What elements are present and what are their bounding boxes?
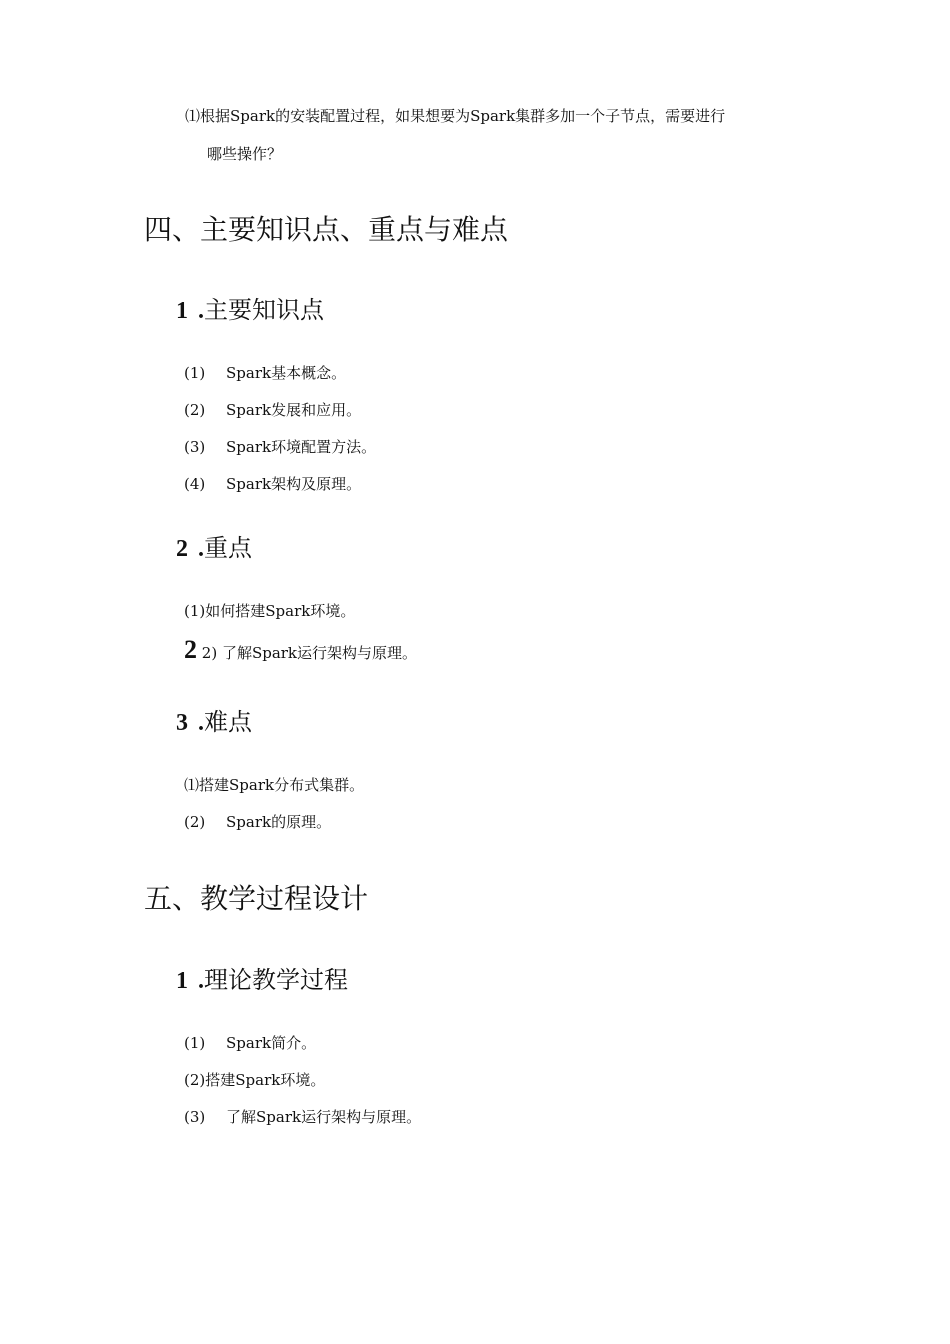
list-item: (2)搭建Spark环境。 [184,1071,326,1089]
subsection-heading-5-1 [176,965,348,996]
list-item: (3) 了解Spark运行架构与原理。 [184,1108,422,1126]
subsection-dot: . [198,298,204,324]
subsection-dot: . [198,536,204,562]
subsection-title: 难点 [204,708,252,736]
list-item-number-artifact: 2 [184,635,197,664]
subsection-heading-4-2 [176,533,252,564]
subsection-number: 2 [176,536,188,562]
list-item: ⑴搭建Spark分布式集群。 [184,776,365,794]
subsection-number: 1 [176,298,188,324]
intro-line-1: ⑴根据Spark的安装配置过程，如果想要为Spark集群多加一个子节点，需要进行 [185,107,726,125]
subsection-dot: . [198,710,204,736]
list-item: (3) Spark环境配置方法。 [184,438,377,456]
list-item: (1) Spark简介。 [184,1034,317,1052]
subsection-number: 1 [176,968,188,994]
subsection-dot: . [198,968,204,994]
list-item: (1) Spark基本概念。 [184,364,347,382]
subsection-number: 3 [176,710,188,736]
list-item: (1)如何搭建Spark环境。 [184,602,356,620]
subsection-title: 理论教学过程 [204,966,348,994]
list-item: (4) Spark架构及原理。 [184,475,362,493]
list-item: (2) Spark的原理。 [184,813,332,831]
subsection-title: 主要知识点 [204,296,324,324]
list-item: (2) Spark发展和应用。 [184,401,362,419]
list-item: 2 2) 了解Spark运行架构与原理。 [184,635,418,664]
subsection-heading-4-1 [176,295,324,326]
intro-line-2: 哪些操作？ [207,145,283,163]
section-4-heading: 四、主要知识点、重点与难点 [144,213,509,246]
subsection-heading-4-3 [176,707,252,738]
section-5-heading: 五、教学过程设计 [144,882,369,915]
subsection-title: 重点 [204,534,252,562]
